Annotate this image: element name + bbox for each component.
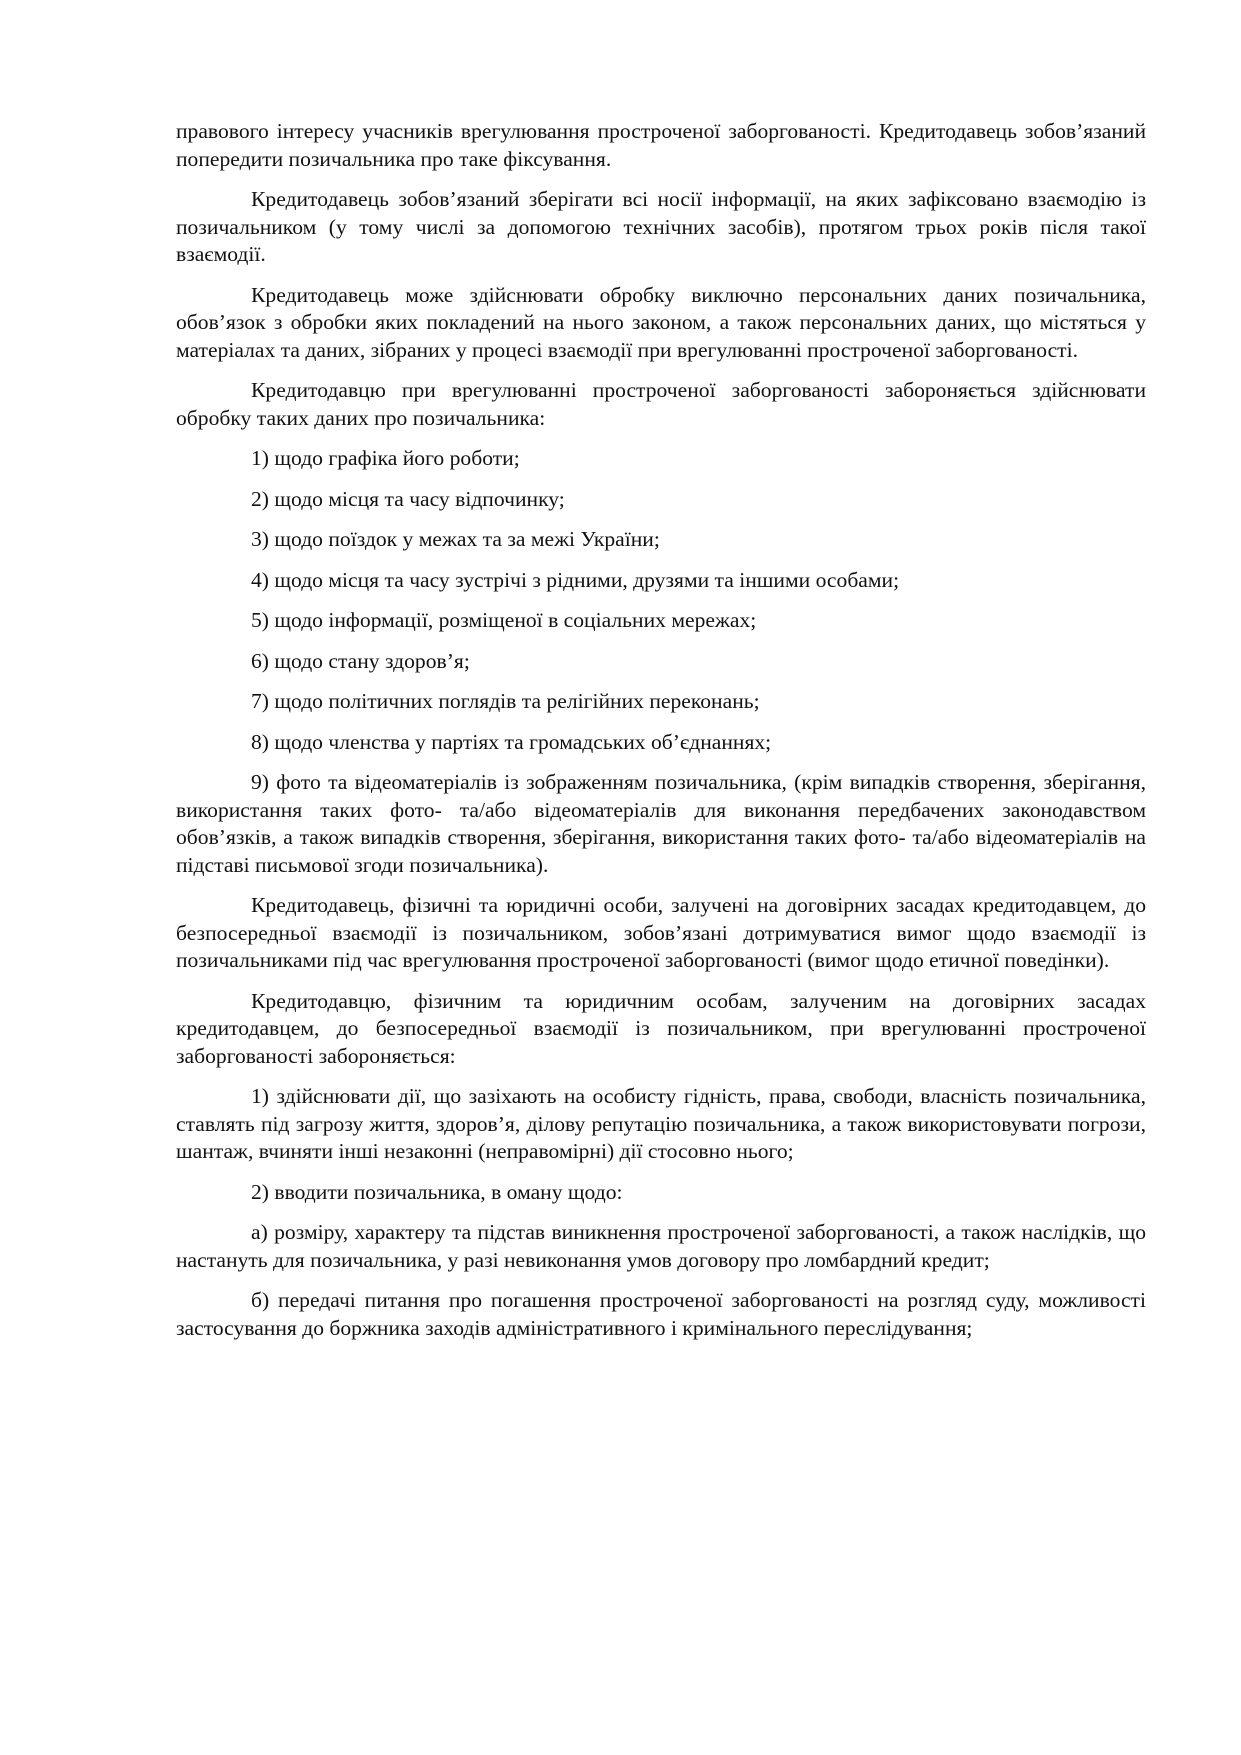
list-item: 8) щодо членства у партіях та громадських об’єднаннях; [251,729,772,754]
list-item: 9) фото та відеоматеріалів із зображенням позичальника, (крім випадків створення, зберігання, використання таких фото- та/або відеоматеріалів для виконання передбачених законодавством обов’язків, а також випадків створення, зберігання, використання таких фото- та/або відеоматеріалів на підставі письмової згоди позичальника). [176,770,1146,877]
list-item: 7) щодо політичних поглядів та релігійних переконань; [251,689,760,713]
list-item: 2) вводити позичальника, в оману щодо: [251,1179,623,1204]
paragraph: Кредитодавцю, фізичним та юридичним особам, залученим на договірних засадах кредитодавцем, до безпосередньої взаємодії із позичальником, при врегулюванні простроченої заборгованості забороняється: [176,988,1146,1068]
paragraph: Кредитодавець зобов’язаний зберігати всі носії інформації, на яких зафіксовано взаємодію із позичальником (у тому числі за допомогою технічних засобів), протягом трьох років після такої взаємодії. [176,187,1146,266]
list-item: б) передачі питання про погашення простроченої заборгованості на розгляд суду, можливості застосування до боржника заходів адміністративного і кримінального переслідування; [176,1288,1146,1340]
list-item: 4) щодо місця та часу зустрічі з рідними, друзями та іншими особами; [251,567,900,592]
list-item: 1) здійснювати дії, що зазіхають на особисту гідність, права, свободи, власність позичальника, ставлять під загрозу життя, здоров’я, ділову репутацію позичальника, а також використовувати погрози, шантаж, вчиняти інші незаконні (неправомірні) дії стосовно нього; [176,1084,1146,1163]
list-item: 1) щодо графіка його роботи; [251,446,520,470]
list-item: 5) щодо інформації, розміщеної в соціальних мережах; [251,608,757,632]
document-page [176,118,1146,1355]
paragraph: Кредитодавцю при врегулюванні простроченої заборгованості забороняється здійснювати обробку таких даних про позичальника: [176,378,1146,430]
paragraph: Кредитодавець, фізичні та юридичні особи, залучені на договірних засадах кредитодавцем, до безпосередньої взаємодії із позичальником, зобов’язані дотримуватися вимог щодо взаємодії із позичальниками під час врегулювання простроченої заборгованості (вимог щодо етичної поведінки). [176,893,1146,972]
paragraph: правового інтересу учасників врегулювання простроченої заборгованості. Кредитодавець зобов’язаний попередити позичальника про таке фіксування. [176,119,1146,171]
list-item: 3) щодо поїздок у межах та за межі України; [251,527,660,551]
list-item: 2) щодо місця та часу відпочинку; [251,486,565,511]
list-item: а) розміру, характеру та підстав виникнення простроченої заборгованості, а також наслідків, що настануть для позичальника, у разі невиконання умов договору про ломбардний кредит; [176,1220,1146,1272]
paragraph: Кредитодавець може здійснювати обробку виключно персональних даних позичальника, обов’язок з обробки яких покладений на нього законом, а також персональних даних, що містяться у матеріалах та даних, зібраних у процесі взаємодії при врегулюванні простроченої заборгованості. [176,282,1146,362]
list-item: 6) щодо стану здоров’я; [251,648,470,673]
